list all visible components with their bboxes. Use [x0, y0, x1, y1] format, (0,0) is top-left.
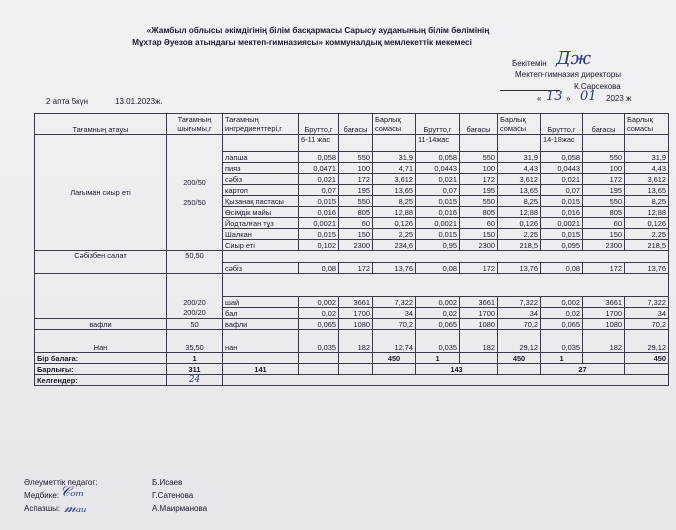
cell-gross-3: 0,015: [541, 196, 583, 207]
age-group-2: 11-14жас: [416, 135, 460, 152]
per-child-gross-2: 1: [416, 353, 460, 364]
cell-gross-1: 0,002: [299, 297, 339, 308]
cell-price-1: 1700: [339, 308, 373, 319]
header-line-1: «Жамбыл облысы әкімдігінің білім басқармасы Сарысу ауданының білім бөлімінің: [146, 26, 490, 35]
cell-ingredient: пияз: [223, 163, 299, 174]
col-total-2: Барлық сомасы: [498, 114, 541, 135]
approval-year: 2023 ж: [606, 94, 632, 103]
header-line-2: Мұхтар Әуезов атындағы мектеп-гимназиясы» коммуналдық мемлекеттік мекемесі: [132, 38, 472, 47]
cell-price-1: 3661: [339, 297, 373, 308]
cell-total-1: 13,65: [373, 185, 416, 196]
cell-total-3: 13,76: [625, 262, 669, 274]
cell-ingredient: Өсімдік майы: [223, 207, 299, 218]
cell-gross-3: 0,065: [541, 319, 583, 330]
cell-price-3: 182: [583, 330, 625, 353]
cell-price-3: 2300: [583, 240, 625, 251]
cell-gross-2: 0,002: [416, 297, 460, 308]
cell-gross-1: 0,08: [299, 262, 339, 274]
cell-total-2: 8,25: [498, 196, 541, 207]
per-child-total-1: 450: [373, 353, 416, 364]
col-gross-1: Брутто,г: [299, 114, 339, 135]
cell-total-1: 70,2: [373, 319, 416, 330]
cell-ingredient: картоп: [223, 185, 299, 196]
per-child-total-2: 450: [498, 353, 541, 364]
cell-price-1: 100: [339, 163, 373, 174]
cell-price-2: 1080: [460, 319, 498, 330]
per-child-gross-3: 1: [541, 353, 583, 364]
cell-total-1: 234,6: [373, 240, 416, 251]
cell-total-1: 12,88: [373, 207, 416, 218]
tea-yield: [167, 274, 223, 319]
cell-gross-1: 0,015: [299, 229, 339, 240]
cell-gross-1: 0,102: [299, 240, 339, 251]
cell-price-3: 550: [583, 152, 625, 163]
cell-ingredient: нан: [223, 330, 299, 353]
cell-total-3: 13,65: [625, 185, 669, 196]
cell-gross-3: 0,035: [541, 330, 583, 353]
cook-label: Аспазшы:: [24, 504, 61, 513]
cell-total-3: 218,5: [625, 240, 669, 251]
director-name: К.Сарсекова: [574, 82, 621, 91]
cell-gross-2: 0,02: [416, 308, 460, 319]
nurse-signature-mark: 𝒞ₒₘ: [60, 484, 85, 500]
cell-gross-1: 0,07: [299, 185, 339, 196]
cell-total-3: 0,126: [625, 218, 669, 229]
col-name: Тағамның атауы: [35, 114, 167, 135]
cell-gross-3: 0,07: [541, 185, 583, 196]
col-total-1: Барлық сомасы: [373, 114, 416, 135]
cell-ingredient: сәбіз: [223, 262, 299, 274]
cell-gross-1: 0,015: [299, 196, 339, 207]
cell-total-3: 8,25: [625, 196, 669, 207]
cell-price-2: 1700: [460, 308, 498, 319]
cell-total-3: 4,43: [625, 163, 669, 174]
cell-total-3: 2,25: [625, 229, 669, 240]
cell-total-1: 4,71: [373, 163, 416, 174]
dish-lagman: Лағыман сиыр еті: [35, 135, 167, 251]
cell-total-2: 7,322: [498, 297, 541, 308]
cell-price-3: 805: [583, 207, 625, 218]
cell-price-1: 172: [339, 262, 373, 274]
cell-total-3: 3,612: [625, 174, 669, 185]
cell-total-1: 0,126: [373, 218, 416, 229]
approval-date-open: «: [537, 94, 542, 103]
cell-price-3: 172: [583, 174, 625, 185]
lagman-yield-2: 250/50: [183, 197, 206, 207]
cell-total-2: 218,5: [498, 240, 541, 251]
cell-gross-3: 0,002: [541, 297, 583, 308]
cell-price-2: 2300: [460, 240, 498, 251]
all-label: Барлығы:: [35, 364, 167, 375]
cell-gross-3: 0,021: [541, 174, 583, 185]
cell-gross-1: 0,0471: [299, 163, 339, 174]
cell-price-2: 805: [460, 207, 498, 218]
director-signature: Дж: [556, 48, 592, 69]
cell-price-3: 1700: [583, 308, 625, 319]
cook-name: А.Маирманова: [152, 504, 208, 513]
cell-ingredient: Шалкан: [223, 229, 299, 240]
per-child-total-3: 450: [625, 353, 669, 364]
cell-price-1: 805: [339, 207, 373, 218]
cell-gross-3: 0,0021: [541, 218, 583, 229]
teacher-name: Б.Исаев: [152, 478, 183, 487]
cell-gross-1: 0,016: [299, 207, 339, 218]
per-child-label: Бір балаға:: [35, 353, 167, 364]
cell-ingredient: лапша: [223, 152, 299, 163]
cell-gross-3: 0,016: [541, 207, 583, 218]
cell-total-1: 13,76: [373, 262, 416, 274]
teacher-label: Әлеуметтік педагог:: [24, 478, 98, 487]
cell-total-2: 2,25: [498, 229, 541, 240]
cell-total-3: 7,322: [625, 297, 669, 308]
header-row: [35, 114, 669, 135]
cell-ingredient: сәбіз: [223, 174, 299, 185]
cell-total-2: 3,612: [498, 174, 541, 185]
cell-price-1: 550: [339, 196, 373, 207]
all-gross-3: 27: [541, 364, 625, 375]
cell-gross-3: 0,02: [541, 308, 583, 319]
cell-total-3: 12,88: [625, 207, 669, 218]
cell-gross-2: 0,035: [416, 330, 460, 353]
cell-gross-1: 0,035: [299, 330, 339, 353]
cell-total-2: 12,88: [498, 207, 541, 218]
cell-price-3: 550: [583, 196, 625, 207]
cell-price-1: 550: [339, 152, 373, 163]
cell-ingredient: бал: [223, 308, 299, 319]
age-row: [35, 135, 669, 152]
all-gross-2: 143: [416, 364, 498, 375]
col-price-3: бағасы: [583, 114, 625, 135]
cell-ingredient: Йодталған тұз: [223, 218, 299, 229]
col-gross-2: Брутто,г: [416, 114, 460, 135]
menu-table: [34, 113, 669, 386]
table-row: [35, 274, 669, 297]
col-total-3: Барлық сомасы: [625, 114, 669, 135]
dish-waffle: вафли: [35, 319, 167, 330]
tea-yield-1: 200/20: [183, 298, 206, 307]
cell-total-2: 4,43: [498, 163, 541, 174]
cell-gross-2: 0,015: [416, 196, 460, 207]
cell-ingredient: Сиыр еті: [223, 240, 299, 251]
all-ingredients: 141: [223, 364, 299, 375]
cell-gross-1: 0,058: [299, 152, 339, 163]
cell-total-3: 70,2: [625, 319, 669, 330]
cell-ingredient: шай: [223, 297, 299, 308]
cell-total-2: 70,2: [498, 319, 541, 330]
cell-price-2: 150: [460, 229, 498, 240]
cell-total-3: 29,12: [625, 330, 669, 353]
cell-total-2: 29,12: [498, 330, 541, 353]
per-child-row: [35, 353, 669, 364]
cell-price-3: 100: [583, 163, 625, 174]
cell-price-3: 3661: [583, 297, 625, 308]
age-group-1: 6-11 жас: [299, 135, 339, 152]
dish-bread: Нан: [35, 330, 167, 353]
cell-total-1: 8,25: [373, 196, 416, 207]
table-row: [35, 319, 669, 330]
director-position: Мектеп-гимназия директоры: [515, 70, 622, 79]
col-gross-3: Брутто,г: [541, 114, 583, 135]
cell-price-1: 1080: [339, 319, 373, 330]
cell-total-2: 34: [498, 308, 541, 319]
cell-price-1: 2300: [339, 240, 373, 251]
week-day: 2 апта 5күн: [46, 97, 89, 106]
table-row: [35, 251, 669, 263]
col-price-1: бағасы: [339, 114, 373, 135]
cell-price-2: 182: [460, 330, 498, 353]
cell-gross-2: 0,058: [416, 152, 460, 163]
cell-price-2: 172: [460, 174, 498, 185]
cell-price-2: 172: [460, 262, 498, 274]
cell-ingredient: вафли: [223, 319, 299, 330]
cell-gross-2: 0,016: [416, 207, 460, 218]
bread-yield: 35,50: [167, 330, 223, 353]
dish-tea: [35, 274, 167, 319]
cell-gross-1: 0,021: [299, 174, 339, 185]
came-label: Келгендер:: [35, 375, 167, 386]
col-price-2: бағасы: [460, 114, 498, 135]
approve-label: Бекітемін: [512, 59, 547, 68]
cell-price-3: 195: [583, 185, 625, 196]
cell-price-1: 172: [339, 174, 373, 185]
cell-price-1: 182: [339, 330, 373, 353]
waffle-yield: 50: [167, 319, 223, 330]
cell-total-1: 2,25: [373, 229, 416, 240]
cell-price-2: 550: [460, 196, 498, 207]
table-row: [35, 330, 669, 353]
cell-price-2: 195: [460, 185, 498, 196]
cell-total-1: 12,74: [373, 330, 416, 353]
cell-gross-2: 0,015: [416, 229, 460, 240]
lagman-yield-1: 200/50: [183, 177, 206, 187]
cell-price-2: 3661: [460, 297, 498, 308]
cell-price-3: 150: [583, 229, 625, 240]
cell-total-2: 0,126: [498, 218, 541, 229]
cell-total-3: 34: [625, 308, 669, 319]
cell-price-2: 60: [460, 218, 498, 229]
tea-yield-2: 200/20: [183, 308, 206, 317]
cell-gross-1: 0,065: [299, 319, 339, 330]
cell-total-3: 31,9: [625, 152, 669, 163]
cell-gross-1: 0,02: [299, 308, 339, 319]
cell-price-2: 100: [460, 163, 498, 174]
cell-price-1: 195: [339, 185, 373, 196]
cell-price-3: 172: [583, 262, 625, 274]
approval-day: 13: [546, 89, 563, 104]
cell-total-2: 31,9: [498, 152, 541, 163]
cell-gross-1: 0,0021: [299, 218, 339, 229]
menu-date: 13.01.2023ж.: [115, 97, 163, 106]
cell-gross-2: 0,07: [416, 185, 460, 196]
cell-price-3: 1080: [583, 319, 625, 330]
nurse-name: Г.Сатенова: [152, 491, 194, 500]
cell-total-1: 7,322: [373, 297, 416, 308]
per-child-yield: 1: [167, 353, 223, 364]
cell-gross-2: 0,065: [416, 319, 460, 330]
cell-gross-3: 0,058: [541, 152, 583, 163]
col-yield: Тағамның шығымы,г: [167, 114, 223, 135]
cell-gross-2: 0,95: [416, 240, 460, 251]
cell-gross-3: 0,015: [541, 229, 583, 240]
cell-total-2: 13,65: [498, 185, 541, 196]
cell-price-1: 150: [339, 229, 373, 240]
cell-gross-2: 0,021: [416, 174, 460, 185]
cook-signature-mark: 𝓂ₐᵤ: [64, 500, 87, 516]
approval-date-mid: »: [566, 94, 571, 103]
cell-total-1: 31,9: [373, 152, 416, 163]
came-row: [35, 375, 669, 386]
salad-yield: 50,50: [167, 251, 223, 274]
came-value: 24: [167, 375, 223, 386]
col-ingredients: Тағамның ингредиенттері,г: [223, 114, 299, 135]
cell-total-2: 13,76: [498, 262, 541, 274]
all-row: [35, 364, 669, 375]
cell-price-2: 550: [460, 152, 498, 163]
cell-gross-2: 0,0443: [416, 163, 460, 174]
cell-gross-3: 0,0443: [541, 163, 583, 174]
cell-gross-3: 0,08: [541, 262, 583, 274]
cell-gross-3: 0,095: [541, 240, 583, 251]
cell-total-1: 34: [373, 308, 416, 319]
dish-salad: Сәбізбен салат: [35, 251, 167, 274]
cell-price-1: 60: [339, 218, 373, 229]
cell-gross-2: 0,08: [416, 262, 460, 274]
lagman-yield: [167, 135, 223, 251]
approval-month: 01: [580, 89, 597, 104]
cell-gross-2: 0,0021: [416, 218, 460, 229]
cell-total-1: 3,612: [373, 174, 416, 185]
nurse-label: Медбике:: [24, 491, 60, 500]
age-group-3: 14-18жас: [541, 135, 583, 152]
cell-ingredient: Қызанақ пастасы: [223, 196, 299, 207]
cell-price-3: 60: [583, 218, 625, 229]
all-yield: 311: [167, 364, 223, 375]
